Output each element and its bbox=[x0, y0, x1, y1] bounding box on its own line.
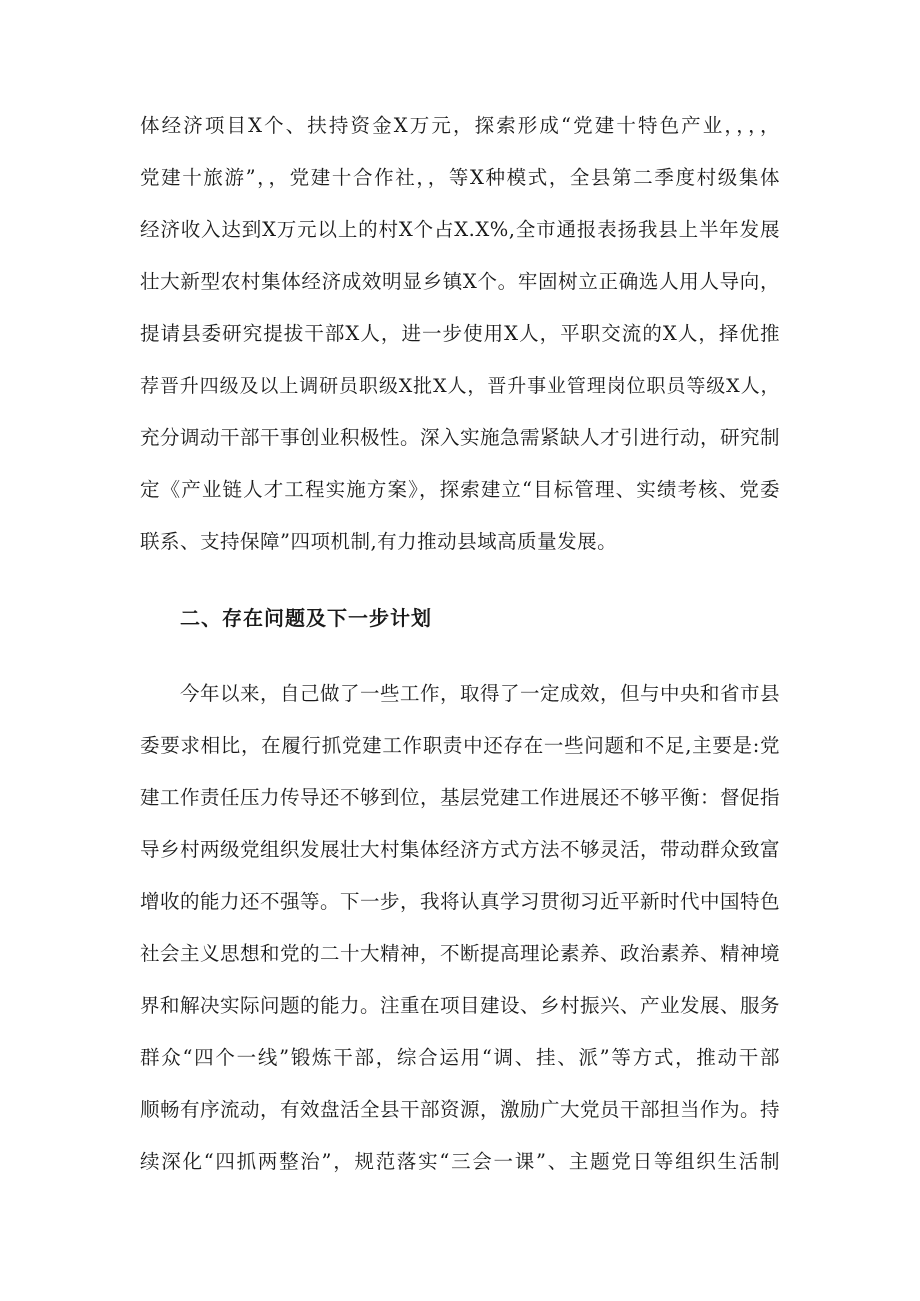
paragraph-line: 建工作责任压力传导还不够到位，基层党建工作进展还不够平衡：督促指 bbox=[140, 786, 781, 809]
paragraph-line: 社会主义思想和党的二十大精神，不断提高理论素养、政治素养、精神境 bbox=[140, 942, 781, 965]
paragraph-line: 联系、支持保障”四项机制,有力推动县域高质量发展。 bbox=[140, 530, 618, 553]
paragraph-line: 经济收入达到X万元以上的村X个占X.X%,全市通报表扬我县上半年发展 bbox=[140, 218, 780, 241]
paragraph-line: 荐晋升四级及以上调研员职级X批X人，晋升事业管理岗位职员等级X人， bbox=[140, 375, 780, 397]
paragraph-line: 增收的能力还不强等。下一步，我将认真学习贯彻习近平新时代中国特色 bbox=[140, 890, 781, 913]
paragraph-line: 导乡村两级党组织发展壮大村集体经济方式方法不够灵活，带动群众致富 bbox=[140, 838, 781, 861]
paragraph-line: 定《产业链人才工程实施方案》，探索建立“目标管理、实绩考核、党委 bbox=[140, 478, 780, 501]
paragraph-line: 界和解决实际问题的能力。注重在项目建设、乡村振兴、产业发展、服务 bbox=[140, 994, 781, 1017]
paragraph-line: 委要求相比，在履行抓党建工作职责中还存在一些问题和不足,主要是:党 bbox=[140, 734, 780, 757]
paragraph-line: 续深化“四抓两整治”，规范落实“三会一课”、主题党日等组织生活制 bbox=[140, 1150, 780, 1173]
paragraph-line: 提请县委研究提拔干部X人，进一步使用X人，平职交流的X人，择优推 bbox=[140, 322, 780, 345]
paragraph-line: 党建十旅游”，，党建十合作社，，等X种模式，全县第二季度村级集体 bbox=[140, 166, 780, 189]
paragraph-line: 体经济项目X个、扶持资金X万元，探索形成“党建十特色产业，，，， bbox=[140, 114, 780, 137]
section-heading: 二、存在问题及下一步计划 bbox=[180, 606, 432, 630]
paragraph-line: 顺畅有序流动，有效盘活全县干部资源，激励广大党员干部担当作为。持 bbox=[140, 1098, 781, 1121]
paragraph-line: 壮大新型农村集体经济成效明显乡镇X个。牢固树立正确选人用人导向， bbox=[140, 270, 780, 293]
paragraph-line: 今年以来，自己做了一些工作，取得了一定成效，但与中央和省市县 bbox=[180, 682, 781, 705]
paragraph-line: 群众“四个一线”锻炼干部，综合运用“调、挂、派”等方式，推动干部 bbox=[140, 1046, 780, 1069]
paragraph-line: 充分调动干部干事创业积极性。深入实施急需紧缺人才引进行动，研究制 bbox=[140, 426, 781, 449]
